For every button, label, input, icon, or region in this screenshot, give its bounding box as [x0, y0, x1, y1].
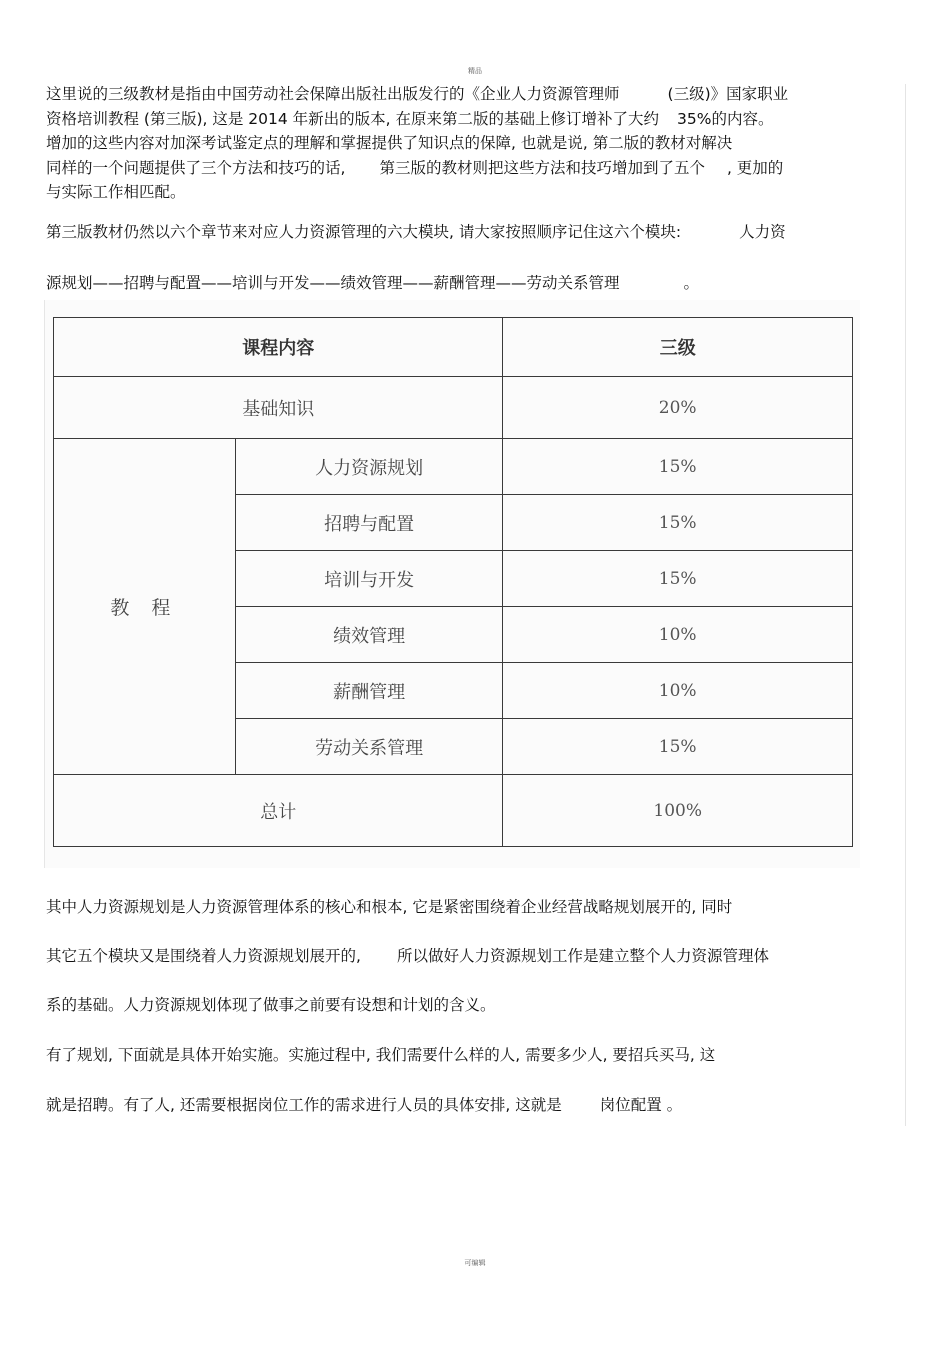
text-line: 与实际工作相匹配。 [46, 183, 186, 201]
modules-intro-line [46, 220, 786, 244]
table-row [54, 439, 853, 495]
text-segment: (三级)》国家职业 [667, 85, 789, 103]
text-line: 有了规划, 下面就是具体开始实施。实施过程中, 我们需要什么样的人, 需要多少人, 要招兵买马, 这 [46, 1046, 716, 1064]
text-segment: 第三版的教材则把这些方法和技巧增加到了五个 [379, 158, 705, 177]
table-header-row [54, 318, 853, 377]
text-segment: 岗位配置 。 [599, 1096, 683, 1114]
text-line: 系的基础。人力资源规划体现了做事之前要有设想和计划的含义。 [46, 996, 496, 1014]
tutorial-group-label: 教 程 [54, 439, 236, 775]
text-segment: 所以做好人力资源规划工作是建立整个人力资源管理体 [396, 947, 769, 965]
text-segment: 其它五个模块又是围绕着人力资源规划展开的, [46, 947, 361, 965]
page-footer-mark: 可编辑 [464, 1259, 486, 1267]
text-segment: 35%的内容。 [677, 109, 774, 128]
page-border-line [905, 84, 906, 1126]
module-value: 15% [503, 439, 853, 495]
text-segment: 资格培训教程 (第三版), 这是 2014 年新出的版本, 在原来第二版的基础上修订增补了大约 [46, 109, 660, 128]
course-content-table [53, 317, 853, 847]
text-segment: 就是招聘。有了人, 还需要根据岗位工作的需求进行人员的具体安排, 这就是 [46, 1096, 562, 1114]
total-label: 总计 [54, 775, 503, 847]
course-table-image [44, 300, 860, 868]
text-line: 增加的这些内容对加深考试鉴定点的理解和掌握提供了知识点的保障, 也就是说, 第二版的教材对解决 [46, 134, 733, 152]
module-value: 10% [503, 663, 853, 719]
text-line [46, 156, 788, 181]
module-name: 劳动关系管理 [235, 719, 503, 775]
text-segment: 源规划——招聘与配置——培训与开发——绩效管理——薪酬管理——劳动关系管理 [46, 274, 620, 292]
header-level-three: 三级 [503, 318, 853, 377]
text-line [46, 82, 788, 107]
text-segment: 第三版教材仍然以六个章节来对应人力资源管理的六大模块, 请大家按照顺序记住这六个模块: [46, 223, 682, 241]
module-name: 绩效管理 [235, 607, 503, 663]
text-segment: 这里说的三级教材是指由中国劳动社会保障出版社出版发行的《企业人力资源管理师 [46, 85, 620, 103]
module-name: 培训与开发 [235, 551, 503, 607]
text-line [46, 107, 788, 132]
module-value: 15% [503, 551, 853, 607]
module-name: 招聘与配置 [235, 495, 503, 551]
base-knowledge-label: 基础知识 [54, 377, 503, 439]
header-course-content: 课程内容 [54, 318, 503, 377]
text-line [46, 1093, 682, 1117]
module-value: 15% [503, 719, 853, 775]
module-name: 薪酬管理 [235, 663, 503, 719]
table-total-row [54, 775, 853, 847]
page-header-mark: 精品 [468, 67, 482, 75]
text-segment: 。 [683, 274, 700, 292]
module-value: 10% [503, 607, 853, 663]
table-row [54, 377, 853, 439]
text-line: 其中人力资源规划是人力资源管理体系的核心和根本, 它是紧密围绕着企业经营战略规划展开的, 同时 [46, 898, 733, 916]
total-value: 100% [503, 775, 853, 847]
text-segment: 人力资 [739, 223, 786, 241]
text-line [46, 944, 769, 968]
module-value: 15% [503, 495, 853, 551]
intro-paragraph [46, 82, 788, 205]
module-name: 人力资源规划 [235, 439, 503, 495]
base-knowledge-value: 20% [503, 377, 853, 439]
modules-list-line [46, 271, 699, 295]
text-segment: 同样的一个问题提供了三个方法和技巧的话, [46, 158, 346, 177]
text-segment: , 更加的 [726, 158, 784, 177]
